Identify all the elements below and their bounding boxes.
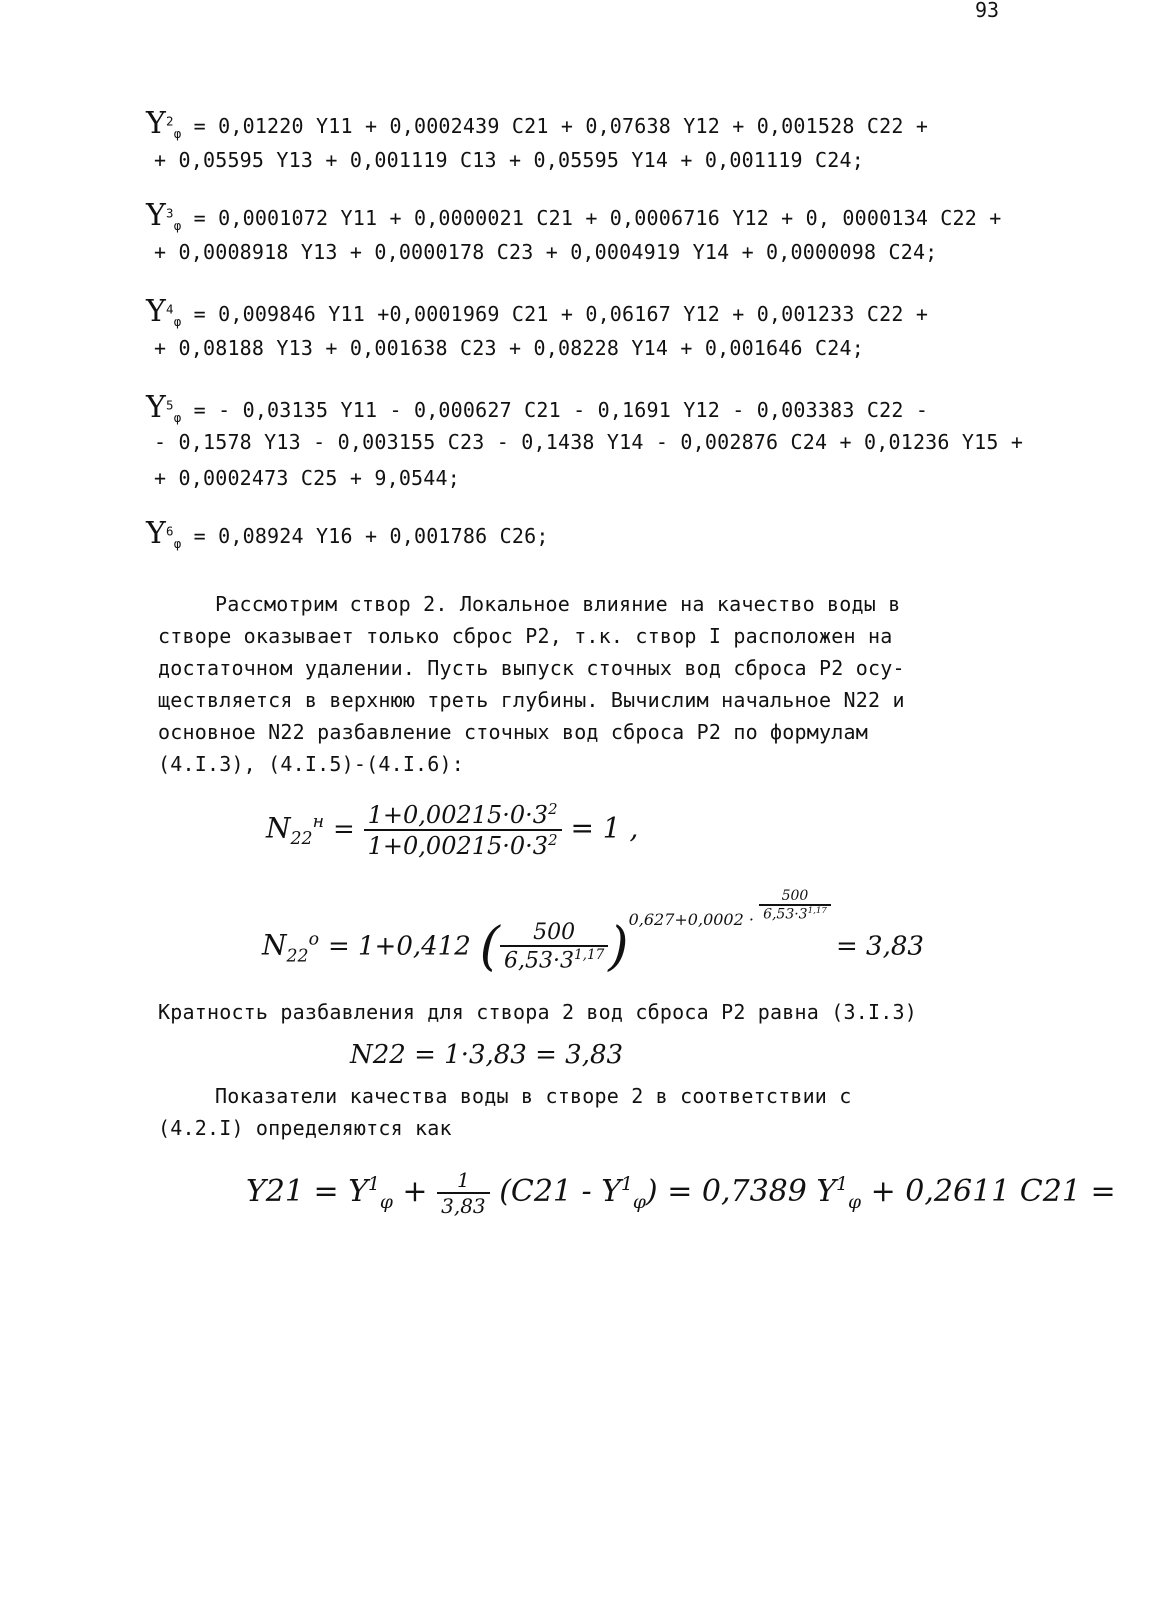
coef: = 1+0,412 (327, 931, 471, 962)
numerator: $1+0,00215\cdot 0\cdot 3^2$ (364, 800, 562, 831)
lhs-sub: φ (173, 126, 182, 141)
result: = 3,83 (836, 931, 924, 962)
lhs-symbol: Y (146, 516, 167, 551)
result: = 1 , (570, 811, 639, 845)
paragraph-line: достаточном удалении. Пусть выпуск сточных вод сброса P2 осу- (158, 656, 905, 680)
lhs-sub: φ (173, 410, 182, 425)
formula-n22-product: N22 = 1·3,83 = 3,83 (350, 1040, 624, 1070)
paragraph-line: (4.2.I) определяются как (158, 1116, 452, 1140)
lhs-symbol: Y (146, 294, 167, 329)
lhs-symbol: Y (146, 390, 167, 425)
equation-y4-line2: + 0,08188 Y13 + 0,001638 C23 + 0,08228 Y14 + 0,001646 C24; (154, 336, 864, 360)
paragraph-line: основное N22 разбавление сточных вод сброса P2 по формулам (158, 720, 868, 744)
lhs-sup: 4 (166, 301, 174, 317)
paragraph-line: ществляется в верхнюю треть глубины. Вычислим начальное N22 и (158, 688, 905, 712)
lhs-sup: 2 (166, 113, 174, 129)
lhs-sub: φ (173, 314, 182, 329)
fraction: $\frac{1}{3,83}$ (437, 1168, 490, 1218)
paragraph-line: (4.I.3), (4.I.5)-(4.I.6): (158, 752, 465, 776)
paragraph-line: Рассмотрим створ 2. Локальное влияние на качество воды в (215, 592, 901, 616)
lhs-sub: φ (173, 536, 182, 551)
equation-text: = 0,08924 Y16 + 0,001786 C26; (193, 524, 549, 548)
equation-y3-line1 (146, 198, 1002, 233)
paragraph-line: Кратность разбавления для створа 2 вод сброса P2 равна (3.I.3) (158, 1000, 917, 1024)
formula-y21: $Y21 = Y^1_\varphi$ + $\frac{1}{3,83}$ $(C21 - Y^1_\varphi) = 0,7389$ $Y^1_\varphi + 0,2611$ C21 = (246, 1168, 1116, 1218)
lhs-sup: н (312, 812, 325, 833)
fraction (364, 800, 562, 860)
paragraph-line: Показатели качества воды в створе 2 в соответствии с (215, 1084, 852, 1108)
lhs-sub: 22 (290, 829, 313, 850)
equation-y4-line1 (146, 294, 928, 329)
equation-y2-line2: + 0,05595 Y13 + 0,001119 C13 + 0,05595 Y14 + 0,001119 C24; (154, 148, 864, 172)
lhs-symbol: Y (146, 198, 167, 233)
inner-fraction: $\frac{500}{6,53\cdot 3^{1,17}}$ (500, 920, 608, 973)
equation-text: = - 0,03135 Y11 - 0,000627 C21 - 0,1691 Y12 - 0,003383 C22 - (193, 398, 929, 422)
page-number: 93 (975, 0, 1000, 22)
denominator: $1+0,00215\cdot 0\cdot 3^2$ (367, 831, 558, 860)
exponent: 0,627+0,0002 · 500 6,53·31,17 (629, 910, 836, 929)
lhs-sup: o (308, 929, 320, 950)
lhs-symbol: Y (146, 106, 167, 141)
lhs: N (266, 811, 291, 845)
formula-n22-initial: $N_{22}^н$ = $\frac{1+0,00215\cdot 0\cdot 3^2}{1+0,00215\cdot 0\cdot 3^2}$ = 1 , (266, 800, 639, 860)
lhs-sub: φ (173, 218, 182, 233)
equation-y5-line1 (146, 390, 928, 425)
formula-n22-basic: $N_{22}^o = 1+0,412$ ( $\frac{500}{6,53\cdot 3^{1,17}}$ )$^{0,627+0,0002 \cdot \frac{500}{6,53\cdot 3^{1,17}}}$ = 3,83 (262, 888, 924, 978)
lhs-sup: 3 (166, 205, 174, 221)
equation-y3-line2: + 0,0008918 Y13 + 0,0000178 C23 + 0,0004919 Y14 + 0,0000098 C24; (154, 240, 938, 264)
equation-y5-line2: - 0,1578 Y13 - 0,003155 C23 - 0,1438 Y14 - 0,002876 C24 + 0,01236 Y15 + (154, 430, 1024, 454)
lhs-sup: 5 (166, 397, 174, 413)
lhs-sub: 22 (286, 946, 309, 967)
paragraph-line: створе оказывает только сброс P2, т.к. створ I расположен на (158, 624, 893, 648)
equation-y5-line3: + 0,0002473 C25 + 9,0544; (154, 466, 461, 490)
equation-text: = 0,0001072 Y11 + 0,0000021 C21 + 0,0006716 Y12 + 0, 0000134 C22 + (193, 206, 1002, 230)
equation-y6-line1 (146, 516, 549, 551)
equation-text: = 0,009846 Y11 +0,0001969 C21 + 0,06167 Y12 + 0,001233 C22 + (193, 302, 929, 326)
lhs: N (262, 928, 287, 962)
equation-y2-line1 (146, 106, 928, 141)
equation-text: = 0,01220 Y11 + 0,0002439 C21 + 0,07638 Y12 + 0,001528 C22 + (193, 114, 929, 138)
lhs-sup: 6 (166, 523, 174, 539)
